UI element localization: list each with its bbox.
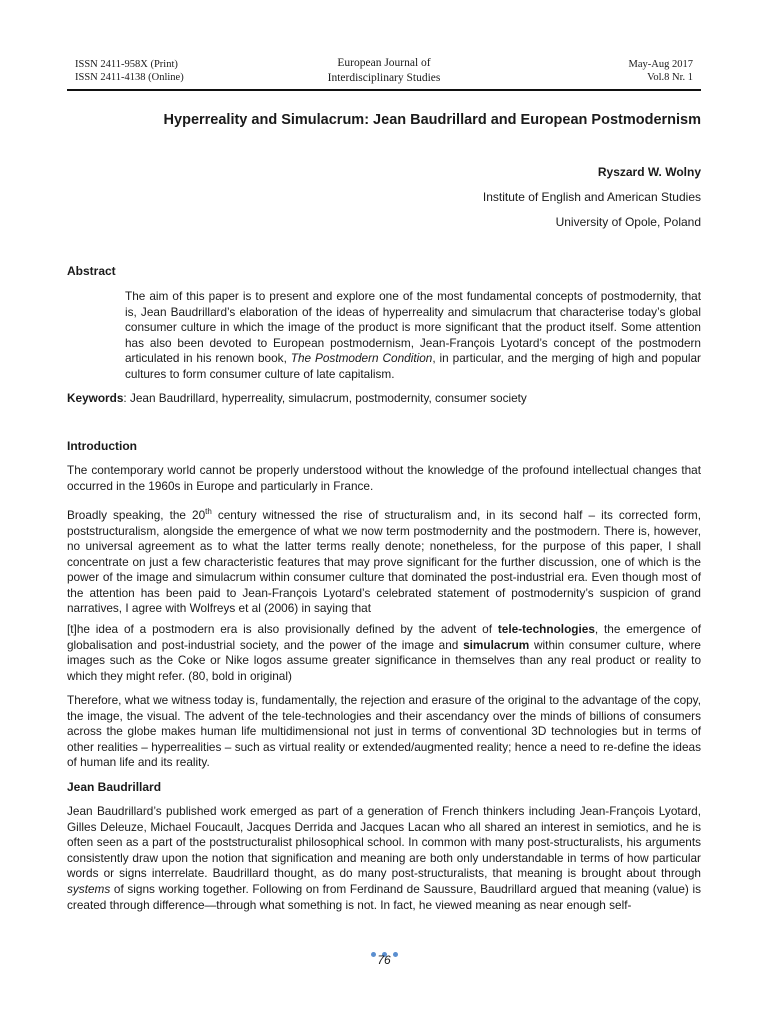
quote-bold-term: tele-technologies [497, 622, 595, 636]
italic-term: systems [67, 881, 111, 896]
author-name: Ryszard W. Wolny [597, 165, 701, 179]
keywords [67, 391, 701, 407]
abstract-text-part: The aim of this paper is to present and explore one of the most fundamental concepts of postmodernity, that is, Jean Baudrillard’s elaboration of the ideas of hyperreality and simulacrum that characterise today’s global consumer culture in which the image of the product is more significant that the product itself. Some attention has also been devoted to European postmodernism, Jean-François Lyotard’s concept of the postmodern articulated in his renown book, [125, 289, 701, 366]
book-title: The Postmodern Condition [290, 351, 433, 366]
quote-text: within consumer culture, where images such as the Coke or Nike logos assume greater significance in themselves than any real product or reality to which they might refer. (80, bold in original) [67, 637, 701, 683]
abstract-text [125, 289, 701, 383]
quote-text: , the emergence of globalisation and post-industrial society, and the power of the image and [67, 622, 701, 652]
author-institute: Institute of English and American Studies [482, 190, 701, 204]
author-university: University of Opole, Poland [555, 215, 701, 229]
baudrillard-paragraph [67, 804, 701, 913]
introduction-heading: Introduction [67, 439, 137, 453]
intro-p2-text: century witnessed the rise of structuralism and, in its second half – its corrected form, poststructuralism, alongside the emergence of what we now term postmodernity and the postmodern. There is, however, no universal agreement as to what the latter terms really denote; nonetheless, for the purpose of this paper, I shall concentrate on just a few characteristic features that may prove significant for the further discussion, one of which is the power of the image and simulacrum within consumer culture that dominated the post-industrial era. Even though most of the attention has been paid to Jean-François Lyotard’s celebrated statement of postmodernity’s suspicion of grand narratives, I agree with Wolfreys et al (2006) in saying that [67, 507, 701, 616]
quote-text: [t]he idea of a postmodern era is also provisionally defined by the advent of [67, 622, 498, 636]
abstract-heading: Abstract [67, 264, 116, 278]
ordinal-suffix: th [205, 507, 212, 516]
quote-bold-term: simulacrum [463, 637, 530, 652]
block-quote [67, 622, 701, 684]
page-number: 76 [377, 953, 391, 967]
running-header [67, 56, 701, 90]
abstract-text-part: , in particular, and the merging of high and popular cultures to form consumer culture of late capitalism. [125, 351, 701, 381]
issn-online: ISSN 2411-4138 (Online) [75, 72, 184, 83]
issn-print: ISSN 2411-958X (Print) [75, 59, 178, 70]
intro-p2-text: Broadly speaking, the 20 [67, 507, 206, 522]
baudrillard-text: of signs working together. Following on from Ferdinand de Saussure, Baudrillard argued that meaning (value) is created through difference—through what something is not. In fact, he viewed meaning as near enough self- [67, 881, 701, 912]
baudrillard-heading: Jean Baudrillard [67, 780, 162, 794]
page-ornament [0, 944, 768, 952]
issue-volume: Vol.8 Nr. 1 [647, 72, 693, 83]
keywords-list: : Jean Baudrillard, hyperreality, simulacrum, postmodernity, consumer society [123, 391, 527, 405]
issue-block [629, 58, 693, 84]
journal-line-2: Interdisciplinary Studies [327, 72, 441, 84]
intro-paragraph-3: Therefore, what we witness today is, fundamentally, the rejection and erasure of the original to the advantage of the copy, the image, the visual. The advent of the tele-technologies and their ascendancy over the minds of billions of consumers across the globe makes human life multidimensional not just in terms of conventional 3D technologies but in terms of other realities – hyperrealities – such as virtual reality or extended/augmented reality; hence a need to re-define the ideas of human life and its reality. [67, 693, 701, 770]
issue-date: May-Aug 2017 [628, 59, 693, 70]
baudrillard-text: Jean Baudrillard’s published work emerged as part of a generation of French thinkers including Jean-François Lyotard, Gilles Deleuze, Michael Foucault, Jacques Derrida and Jacques Lacan who all shared an interest in semiotics, and he is often seen as a part of the poststructuralist philosophical school. In common with many post-structuralists, his arguments consistently draw upon the notion that signification and meaning are both only understandable in terms of how particular words or signs interrelate. Baudrillard thought, as do many post-structuralists, that meaning is brought about through [67, 804, 701, 881]
paper-title: Hyperreality and Simulacrum: Jean Baudrillard and European Postmodernism [163, 112, 701, 128]
header-rule [67, 89, 701, 91]
journal-name [67, 56, 701, 86]
intro-paragraph-1: The contemporary world cannot be properly understood without the knowledge of the profound intellectual changes that occurred in the 1960s in Europe and particularly in France. [67, 463, 701, 493]
intro-paragraph-2 [67, 504, 701, 617]
journal-line-1: European Journal of [337, 57, 431, 69]
keywords-label: Keywords [67, 391, 124, 405]
